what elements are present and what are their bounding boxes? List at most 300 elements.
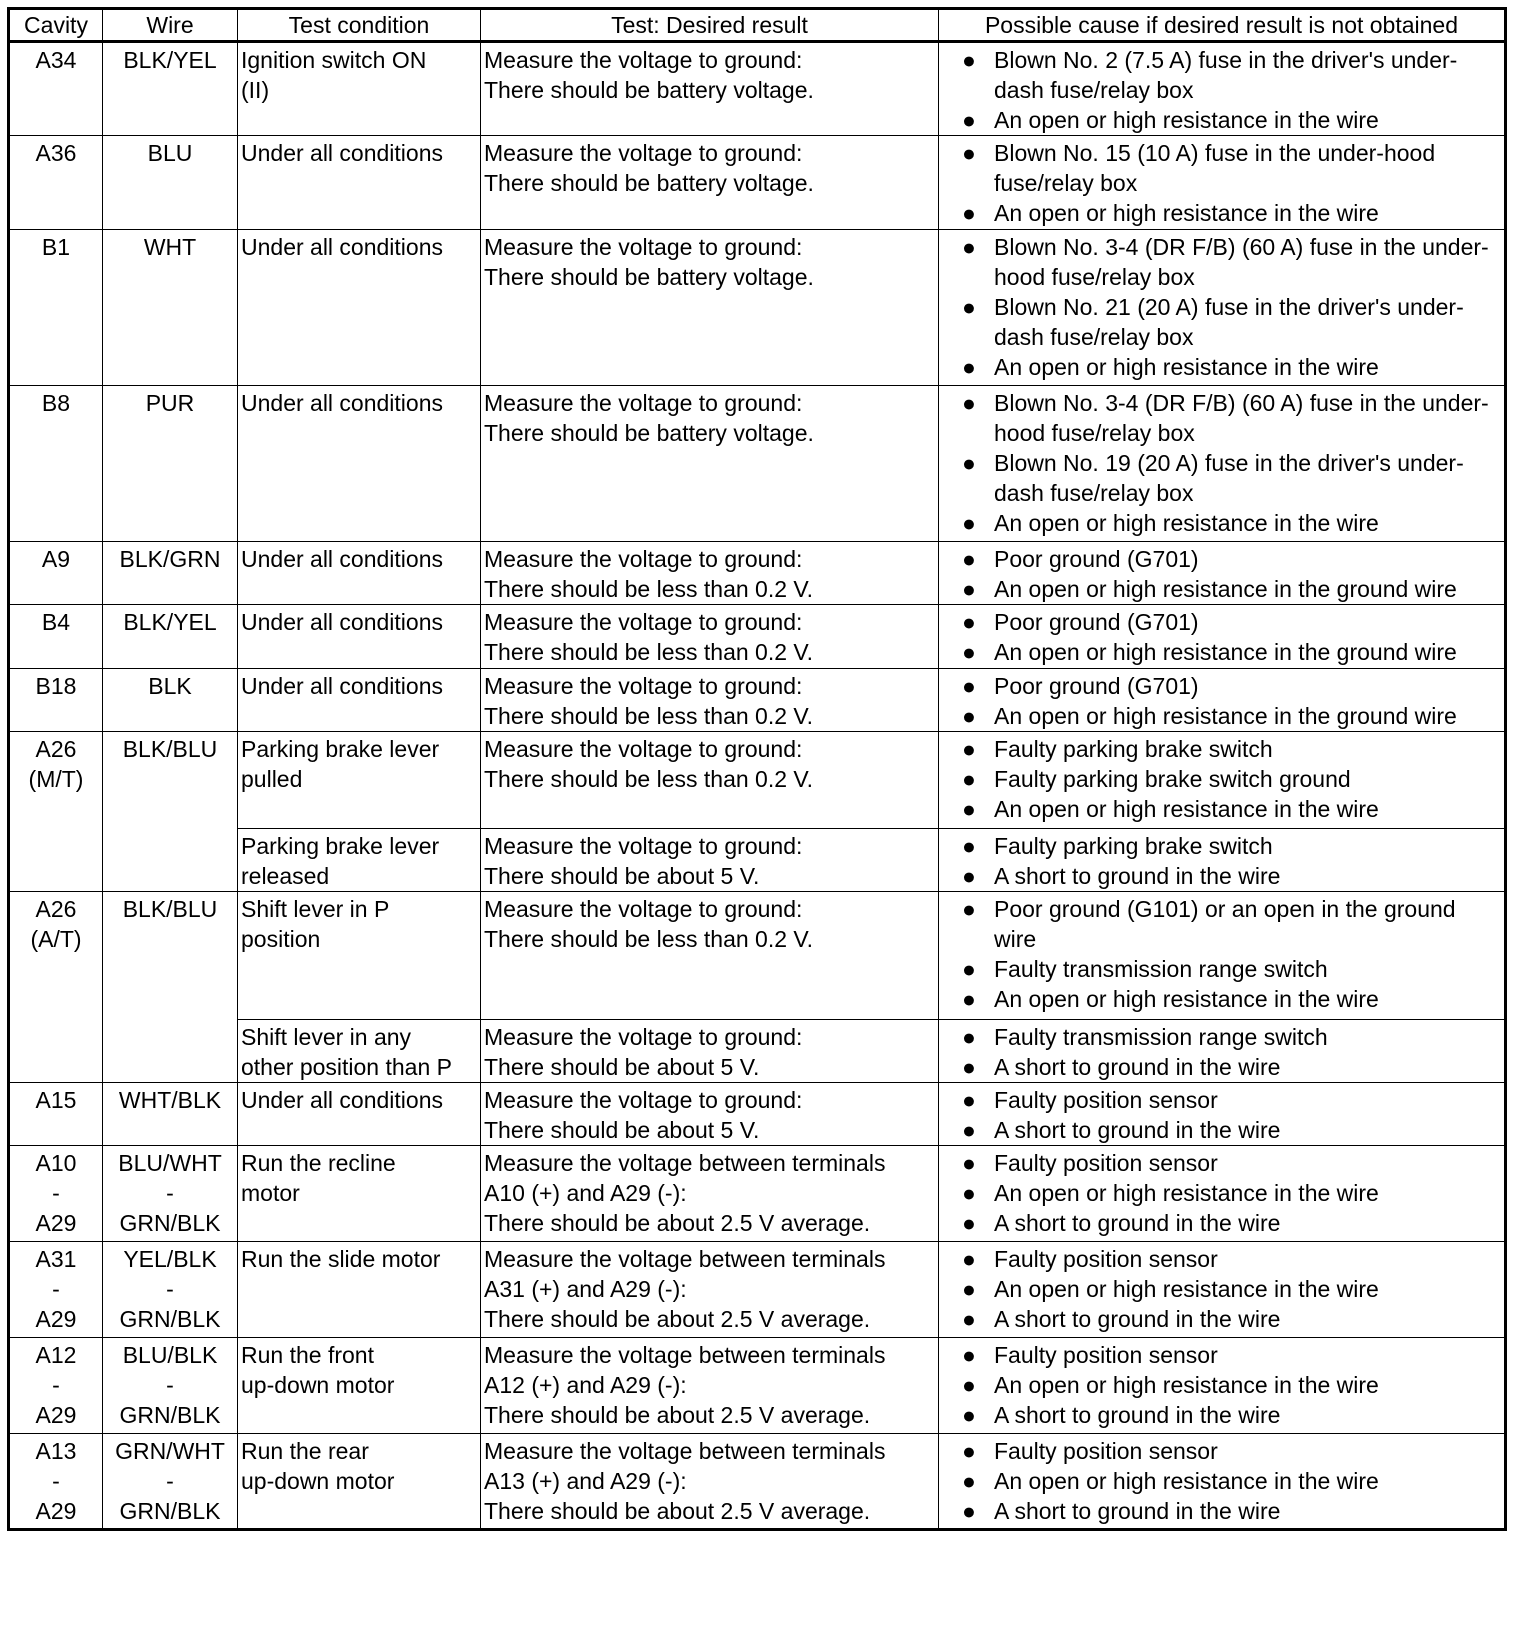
cause-list	[942, 607, 1501, 667]
desired-result-text: There should be less than 0.2 V.	[484, 639, 814, 665]
cause-item	[962, 574, 1501, 604]
cause-text: Poor ground (G101) or an open in the ground wire	[994, 896, 1456, 952]
cause-list	[942, 1148, 1501, 1238]
bullet-icon: ●	[962, 1276, 976, 1302]
desired-result-text: There should be less than 0.2 V.	[484, 576, 814, 602]
table-row	[9, 892, 1506, 1020]
test-condition-cell	[238, 230, 481, 386]
cause-item	[962, 198, 1501, 228]
cause-text: A short to ground in the wire	[994, 1306, 1281, 1332]
desired-result-text: Measure the voltage to ground:	[484, 736, 803, 762]
desired-result-text: There should be about 5 V.	[484, 1054, 760, 1080]
test-condition-text: Run the recline	[241, 1150, 396, 1176]
desired-result-cell	[481, 892, 939, 1020]
desired-result-text: There should be about 2.5 V average.	[484, 1498, 871, 1524]
bullet-icon: ●	[962, 1087, 976, 1113]
desired-result-cell	[481, 605, 939, 669]
cavity-text: A31	[35, 1246, 77, 1272]
cavity-cell	[9, 230, 103, 386]
wire-text: WHT	[143, 234, 197, 260]
wire-text: GRN/BLK	[119, 1210, 221, 1236]
cavity-text: A26	[35, 896, 77, 922]
wire-text: BLK/GRN	[119, 546, 221, 572]
bullet-icon: ●	[962, 1342, 976, 1368]
test-condition-text: Under all conditions	[241, 546, 444, 572]
desired-result-text: Measure the voltage between terminals	[484, 1438, 886, 1464]
cause-text: A short to ground in the wire	[994, 1498, 1281, 1524]
cause-text: An open or high resistance in the wire	[994, 510, 1379, 536]
cavity-text: (M/T)	[28, 766, 84, 792]
cavity-cell	[9, 892, 103, 1083]
cause-item	[962, 105, 1501, 135]
cause-text: Blown No. 21 (20 A) fuse in the driver's under-dash fuse/relay box	[994, 294, 1464, 350]
desired-result-text: Measure the voltage to ground:	[484, 833, 803, 859]
test-condition-text: Under all conditions	[241, 390, 444, 416]
cause-item	[962, 1496, 1501, 1526]
test-condition-cell	[238, 1338, 481, 1434]
bullet-icon: ●	[962, 1150, 976, 1176]
cause-item	[962, 1244, 1501, 1274]
wire-cell	[103, 1434, 238, 1530]
cause-item	[962, 861, 1501, 891]
bullet-icon: ●	[962, 639, 976, 665]
desired-result-text: Measure the voltage to ground:	[484, 1087, 803, 1113]
cause-list	[942, 1244, 1501, 1334]
cavity-cell	[9, 42, 103, 136]
bullet-icon: ●	[962, 703, 976, 729]
bullet-icon: ●	[962, 1210, 976, 1236]
cause-text: Faulty position sensor	[994, 1438, 1218, 1464]
cause-list	[942, 1340, 1501, 1430]
bullet-icon: ●	[962, 294, 976, 320]
cause-item	[962, 794, 1501, 824]
table-row	[9, 42, 1506, 136]
wire-cell	[103, 1242, 238, 1338]
desired-result-cell	[481, 542, 939, 605]
test-condition-text: Under all conditions	[241, 673, 444, 699]
test-condition-cell	[238, 829, 481, 892]
possible-cause-cell	[939, 669, 1506, 732]
wire-text: -	[166, 1468, 174, 1494]
bullet-icon: ●	[962, 390, 976, 416]
possible-cause-cell	[939, 732, 1506, 829]
wire-cell	[103, 1083, 238, 1146]
wire-text: GRN/BLK	[119, 1498, 221, 1524]
bullet-icon: ●	[962, 609, 976, 635]
wire-cell	[103, 605, 238, 669]
desired-result-text: Measure the voltage to ground:	[484, 234, 803, 260]
wire-text: BLU/BLK	[122, 1342, 218, 1368]
desired-result-text: There should be about 2.5 V average.	[484, 1210, 871, 1236]
test-condition-cell	[238, 605, 481, 669]
cause-text: Blown No. 19 (20 A) fuse in the driver's under-dash fuse/relay box	[994, 450, 1464, 506]
cause-item	[962, 1178, 1501, 1208]
cavity-cell	[9, 1146, 103, 1242]
cause-list	[942, 232, 1501, 382]
cavity-text: -	[52, 1276, 60, 1302]
desired-result-text: Measure the voltage to ground:	[484, 47, 803, 73]
cause-list	[942, 138, 1501, 228]
cause-text: An open or high resistance in the ground wire	[994, 576, 1457, 602]
desired-result-text: There should be battery voltage.	[484, 420, 814, 446]
bullet-icon: ●	[962, 766, 976, 792]
test-condition-text: Run the slide motor	[241, 1246, 441, 1272]
wire-text: BLK/BLU	[122, 896, 218, 922]
cause-text: A short to ground in the wire	[994, 1210, 1281, 1236]
cause-text: An open or high resistance in the wire	[994, 107, 1379, 133]
cavity-text: A29	[35, 1210, 77, 1236]
cavity-text: -	[52, 1180, 60, 1206]
cause-list	[942, 45, 1501, 135]
cavity-cell	[9, 136, 103, 230]
cavity-text: A26	[35, 736, 77, 762]
cause-item	[962, 764, 1501, 794]
possible-cause-cell	[939, 542, 1506, 605]
test-condition-text: Under all conditions	[241, 1087, 444, 1113]
cause-item	[962, 352, 1501, 382]
desired-result-text: There should be about 2.5 V average.	[484, 1402, 871, 1428]
table-row	[9, 669, 1506, 732]
cavity-text: -	[52, 1372, 60, 1398]
test-condition-text: Shift lever in any	[241, 1024, 412, 1050]
connector-test-table	[7, 7, 1507, 1531]
bullet-icon: ●	[962, 1306, 976, 1332]
cause-text: An open or high resistance in the ground wire	[994, 703, 1457, 729]
cause-list	[942, 671, 1501, 731]
bullet-icon: ●	[962, 986, 976, 1012]
test-condition-cell	[238, 542, 481, 605]
cause-text: Blown No. 3-4 (DR F/B) (60 A) fuse in the under-hood fuse/relay box	[994, 234, 1489, 290]
cause-item	[962, 448, 1501, 508]
table-row	[9, 136, 1506, 230]
wire-cell	[103, 542, 238, 605]
test-condition-text: other position than P	[241, 1054, 452, 1080]
cause-item	[962, 1466, 1501, 1496]
wire-cell	[103, 136, 238, 230]
cause-item	[962, 1022, 1501, 1052]
cause-list	[942, 1022, 1501, 1082]
test-condition-text: Under all conditions	[241, 609, 444, 635]
desired-result-text: Measure the voltage to ground:	[484, 673, 803, 699]
test-condition-text: motor	[241, 1180, 300, 1206]
wire-cell	[103, 669, 238, 732]
desired-result-text: A10 (+) and A29 (-):	[484, 1180, 687, 1206]
wire-text: GRN/BLK	[119, 1402, 221, 1428]
wire-text: GRN/BLK	[119, 1306, 221, 1332]
cavity-cell	[9, 386, 103, 542]
cause-text: A short to ground in the wire	[994, 863, 1281, 889]
wire-text: -	[166, 1180, 174, 1206]
cavity-text: (A/T)	[30, 926, 82, 952]
test-condition-text: Parking brake lever	[241, 833, 440, 859]
possible-cause-cell	[939, 1020, 1506, 1083]
test-condition-cell	[238, 136, 481, 230]
cause-item	[962, 388, 1501, 448]
cause-text: An open or high resistance in the wire	[994, 1372, 1379, 1398]
desired-result-cell	[481, 1338, 939, 1434]
desired-result-text: Measure the voltage to ground:	[484, 546, 803, 572]
bullet-icon: ●	[962, 1468, 976, 1494]
desired-result-text: A31 (+) and A29 (-):	[484, 1276, 687, 1302]
bullet-icon: ●	[962, 1117, 976, 1143]
cavity-text: A36	[35, 140, 77, 166]
cause-text: Poor ground (G701)	[994, 673, 1199, 699]
cause-text: A short to ground in the wire	[994, 1402, 1281, 1428]
cavity-text: -	[52, 1468, 60, 1494]
cause-text: Blown No. 2 (7.5 A) fuse in the driver's under-dash fuse/relay box	[994, 47, 1458, 103]
cause-text: An open or high resistance in the wire	[994, 1180, 1379, 1206]
cause-item	[962, 1148, 1501, 1178]
bullet-icon: ●	[962, 736, 976, 762]
cause-item	[962, 544, 1501, 574]
table-row	[9, 1434, 1506, 1530]
possible-cause-cell	[939, 1242, 1506, 1338]
desired-result-cell	[481, 669, 939, 732]
possible-cause-cell	[939, 386, 1506, 542]
bullet-icon: ●	[962, 576, 976, 602]
cause-text: Faulty transmission range switch	[994, 956, 1328, 982]
desired-result-cell	[481, 1242, 939, 1338]
bullet-icon: ●	[962, 833, 976, 859]
desired-result-text: Measure the voltage to ground:	[484, 140, 803, 166]
bullet-icon: ●	[962, 546, 976, 572]
cause-item	[962, 1340, 1501, 1370]
cause-item	[962, 508, 1501, 538]
cavity-cell	[9, 669, 103, 732]
cause-text: A short to ground in the wire	[994, 1117, 1281, 1143]
table-row	[9, 1242, 1506, 1338]
bullet-icon: ●	[962, 510, 976, 536]
cause-item	[962, 984, 1501, 1014]
test-condition-cell	[238, 42, 481, 136]
desired-result-text: Measure the voltage to ground:	[484, 390, 803, 416]
wire-text: BLU	[147, 140, 193, 166]
possible-cause-cell	[939, 230, 1506, 386]
possible-cause-cell	[939, 829, 1506, 892]
cause-text: An open or high resistance in the wire	[994, 1468, 1379, 1494]
possible-cause-cell	[939, 1146, 1506, 1242]
desired-result-text: There should be battery voltage.	[484, 264, 814, 290]
header-possible-cause: Possible cause if desired result is not obtained	[939, 9, 1506, 42]
cavity-text: B18	[35, 673, 77, 699]
wire-text: -	[166, 1276, 174, 1302]
cavity-text: A10	[35, 1150, 77, 1176]
desired-result-text: There should be about 5 V.	[484, 1117, 760, 1143]
cavity-cell	[9, 1338, 103, 1434]
cause-text: Faulty position sensor	[994, 1246, 1218, 1272]
cause-item	[962, 232, 1501, 292]
cause-text: Faulty parking brake switch	[994, 833, 1273, 859]
bullet-icon: ●	[962, 1024, 976, 1050]
cavity-text: A29	[35, 1498, 77, 1524]
test-condition-cell	[238, 386, 481, 542]
cause-item	[962, 671, 1501, 701]
wire-cell	[103, 1146, 238, 1242]
test-condition-text: pulled	[241, 766, 303, 792]
wire-text: YEL/BLK	[123, 1246, 217, 1272]
test-condition-cell	[238, 1242, 481, 1338]
bullet-icon: ●	[962, 107, 976, 133]
desired-result-text: Measure the voltage between terminals	[484, 1246, 886, 1272]
cause-item	[962, 1208, 1501, 1238]
possible-cause-cell	[939, 1083, 1506, 1146]
test-condition-cell	[238, 892, 481, 1020]
table-row	[9, 1146, 1506, 1242]
cause-item	[962, 1274, 1501, 1304]
cause-item	[962, 292, 1501, 352]
cause-item	[962, 637, 1501, 667]
possible-cause-cell	[939, 892, 1506, 1020]
cause-item	[962, 1370, 1501, 1400]
cavity-text: A34	[35, 47, 77, 73]
wire-cell	[103, 892, 238, 1083]
bullet-icon: ●	[962, 47, 976, 73]
header-wire: Wire	[103, 9, 238, 42]
cause-item	[962, 1400, 1501, 1430]
cavity-text: B1	[41, 234, 71, 260]
cause-text: Faulty position sensor	[994, 1150, 1218, 1176]
cavity-text: A29	[35, 1306, 77, 1332]
cause-text: Blown No. 3-4 (DR F/B) (60 A) fuse in the under-hood fuse/relay box	[994, 390, 1489, 446]
test-condition-text: Run the rear	[241, 1438, 369, 1464]
cause-item	[962, 831, 1501, 861]
possible-cause-cell	[939, 136, 1506, 230]
cause-text: Poor ground (G701)	[994, 609, 1199, 635]
cause-item	[962, 894, 1501, 954]
possible-cause-cell	[939, 605, 1506, 669]
test-condition-cell	[238, 669, 481, 732]
cause-list	[942, 894, 1501, 1014]
cause-item	[962, 138, 1501, 198]
test-condition-cell	[238, 1083, 481, 1146]
cause-item	[962, 954, 1501, 984]
bullet-icon: ●	[962, 140, 976, 166]
test-condition-cell	[238, 1146, 481, 1242]
possible-cause-cell	[939, 1434, 1506, 1530]
test-condition-cell	[238, 732, 481, 829]
cause-list	[942, 1436, 1501, 1526]
cavity-text: B8	[41, 390, 71, 416]
bullet-icon: ●	[962, 1180, 976, 1206]
wire-text: -	[166, 1372, 174, 1398]
bullet-icon: ●	[962, 896, 976, 922]
desired-result-text: There should be less than 0.2 V.	[484, 766, 814, 792]
table-row	[9, 605, 1506, 669]
cavity-text: A12	[35, 1342, 77, 1368]
bullet-icon: ●	[962, 200, 976, 226]
table-row	[9, 1083, 1506, 1146]
wire-text: WHT/BLK	[118, 1087, 222, 1113]
wire-cell	[103, 230, 238, 386]
desired-result-cell	[481, 829, 939, 892]
desired-result-cell	[481, 386, 939, 542]
desired-result-text: A13 (+) and A29 (-):	[484, 1468, 687, 1494]
desired-result-text: A12 (+) and A29 (-):	[484, 1372, 687, 1398]
test-condition-cell	[238, 1020, 481, 1083]
cavity-text: A9	[41, 546, 71, 572]
header-desired-result: Test: Desired result	[481, 9, 939, 42]
cause-text: Faulty parking brake switch ground	[994, 766, 1351, 792]
test-condition-text: (II)	[241, 77, 270, 103]
wire-cell	[103, 732, 238, 892]
cavity-text: A15	[35, 1087, 77, 1113]
cause-text: Faulty position sensor	[994, 1087, 1218, 1113]
cause-item	[962, 1085, 1501, 1115]
cause-text: Blown No. 15 (10 A) fuse in the under-hood fuse/relay box	[994, 140, 1436, 196]
desired-result-cell	[481, 1146, 939, 1242]
desired-result-cell	[481, 1434, 939, 1530]
cause-item	[962, 1115, 1501, 1145]
cavity-cell	[9, 1242, 103, 1338]
test-condition-text: Ignition switch ON	[241, 47, 427, 73]
cause-text: An open or high resistance in the ground wire	[994, 639, 1457, 665]
desired-result-cell	[481, 42, 939, 136]
cause-list	[942, 831, 1501, 891]
desired-result-cell	[481, 230, 939, 386]
cause-text: Faulty position sensor	[994, 1342, 1218, 1368]
wire-text: BLK/YEL	[123, 609, 217, 635]
bullet-icon: ●	[962, 673, 976, 699]
cavity-cell	[9, 542, 103, 605]
wire-text: BLK/BLU	[122, 736, 218, 762]
desired-result-text: There should be less than 0.2 V.	[484, 703, 814, 729]
wire-cell	[103, 1338, 238, 1434]
wire-text: BLU/WHT	[118, 1150, 222, 1176]
cause-text: Faulty transmission range switch	[994, 1024, 1328, 1050]
cavity-cell	[9, 1083, 103, 1146]
cavity-cell	[9, 732, 103, 892]
desired-result-text: Measure the voltage to ground:	[484, 896, 803, 922]
cavity-text: A29	[35, 1402, 77, 1428]
table-row	[9, 732, 1506, 829]
wire-text: BLK/YEL	[123, 47, 217, 73]
desired-result-text: Measure the voltage between terminals	[484, 1342, 886, 1368]
test-condition-text: position	[241, 926, 321, 952]
test-condition-text: Shift lever in P	[241, 896, 390, 922]
cause-item	[962, 734, 1501, 764]
cavity-cell	[9, 1434, 103, 1530]
desired-result-text: There should be less than 0.2 V.	[484, 926, 814, 952]
bullet-icon: ●	[962, 1402, 976, 1428]
cause-text: A short to ground in the wire	[994, 1054, 1281, 1080]
desired-result-text: Measure the voltage between terminals	[484, 1150, 886, 1176]
desired-result-cell	[481, 732, 939, 829]
cause-text: An open or high resistance in the wire	[994, 986, 1379, 1012]
cause-text: An open or high resistance in the wire	[994, 200, 1379, 226]
wire-cell	[103, 386, 238, 542]
cause-item	[962, 1436, 1501, 1466]
cause-list	[942, 734, 1501, 824]
cavity-cell	[9, 605, 103, 669]
cause-item	[962, 607, 1501, 637]
cause-text: An open or high resistance in the wire	[994, 354, 1379, 380]
desired-result-text: There should be battery voltage.	[484, 170, 814, 196]
cause-list	[942, 544, 1501, 604]
bullet-icon: ●	[962, 1438, 976, 1464]
possible-cause-cell	[939, 1338, 1506, 1434]
test-condition-text: Under all conditions	[241, 234, 444, 260]
bullet-icon: ●	[962, 796, 976, 822]
wire-text: BLK	[148, 673, 192, 699]
possible-cause-cell	[939, 42, 1506, 136]
cause-text: An open or high resistance in the wire	[994, 796, 1379, 822]
test-condition-text: up-down motor	[241, 1468, 395, 1494]
cause-list	[942, 1085, 1501, 1145]
header-cavity: Cavity	[9, 9, 103, 42]
desired-result-cell	[481, 1083, 939, 1146]
cause-text: An open or high resistance in the wire	[994, 1276, 1379, 1302]
table-row	[9, 1338, 1506, 1434]
